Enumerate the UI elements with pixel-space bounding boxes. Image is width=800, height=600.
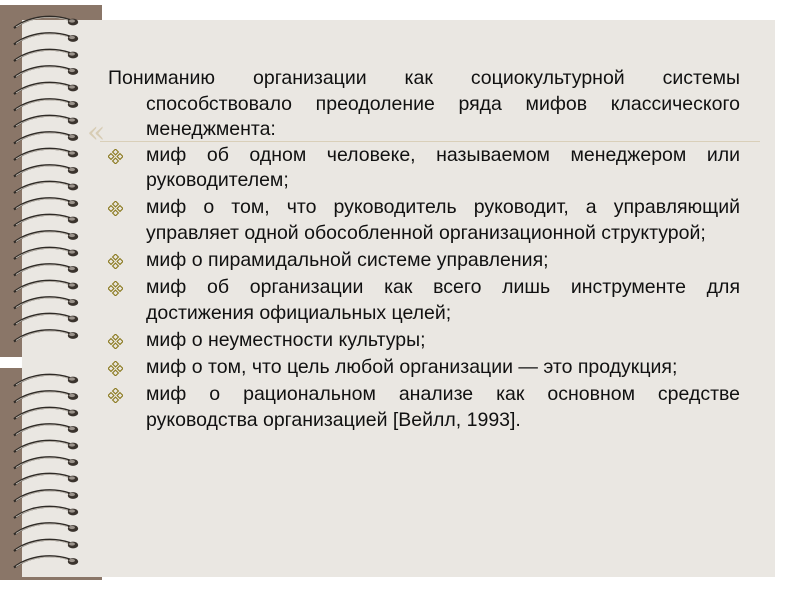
list-item [108, 355, 740, 381]
binding-hole-highlight [69, 427, 75, 430]
binding-hole-highlight [69, 526, 75, 529]
intro-paragraph: Пониманию организации как социокультурной системы способствовало преодоление ряда мифов классического менеджмента: [108, 67, 740, 141]
list-item-text: миф о рациональном анализе как основном средстве руководства организацией [Вейлл, 1993]. [146, 383, 740, 431]
binding-hole-highlight [69, 443, 75, 446]
spiral-binding-rings [0, 0, 100, 600]
binding-hole-highlight [69, 410, 75, 413]
binding-hole-highlight [69, 476, 75, 479]
list-item [108, 195, 740, 246]
list-item [108, 382, 740, 433]
binding-hole-highlight [69, 267, 75, 270]
binding-hole-highlight [69, 283, 75, 286]
list-item-text: миф о том, что руководитель руководит, а управляющий управляет одной обособленной организационной структурой; [146, 196, 740, 245]
binding-hole-highlight [69, 69, 75, 72]
binding-hole-highlight [69, 201, 75, 204]
binding-hole-highlight [69, 234, 75, 237]
list-item [108, 275, 740, 326]
four-diamond-bullet-icon [108, 254, 123, 269]
binding-hole-highlight [69, 509, 75, 512]
binding-hole-highlight [69, 559, 75, 562]
binding-hole-highlight [69, 184, 75, 187]
list-item-text: миф о неуместности культуры; [146, 328, 426, 351]
binding-hole-highlight [69, 151, 75, 154]
list-item [108, 328, 740, 354]
binding-hole-highlight [69, 316, 75, 319]
binding-hole-highlight [69, 19, 75, 22]
four-diamond-bullet-icon [108, 388, 123, 403]
binding-hole-highlight [69, 168, 75, 171]
binding-hole-highlight [69, 135, 75, 138]
list-item [108, 248, 740, 274]
list-item-text: миф об организации как всего лишь инструменте для достижения официальных целей; [146, 276, 740, 324]
four-diamond-bullet-icon [108, 281, 123, 296]
binding-hole-highlight [69, 36, 75, 39]
binding-hole-highlight [69, 118, 75, 121]
four-diamond-bullet-icon [108, 149, 123, 164]
four-diamond-bullet-icon [108, 201, 123, 216]
binding-hole-highlight [69, 377, 75, 380]
myths-list [108, 143, 740, 434]
binding-hole-highlight [69, 493, 75, 496]
list-item-text: миф об одном человеке, называемом менеджером или руководителем; [146, 143, 740, 192]
binding-hole-highlight [69, 250, 75, 253]
slide-content [108, 66, 740, 435]
binding-hole-highlight [69, 52, 75, 55]
list-item-text: миф о пирамидальной системе управления; [146, 249, 549, 272]
binding-hole-highlight [69, 102, 75, 105]
list-item [108, 143, 740, 194]
four-diamond-bullet-icon [108, 361, 123, 376]
binding-hole-highlight [69, 217, 75, 220]
binding-hole-highlight [69, 300, 75, 303]
list-item-text: миф о том, что цель любой организации — это продукция; [146, 356, 678, 379]
four-diamond-bullet-icon [108, 334, 123, 349]
binding-hole-highlight [69, 460, 75, 463]
binding-hole-highlight [69, 542, 75, 545]
binding-hole-highlight [69, 333, 75, 336]
binding-hole-highlight [69, 394, 75, 397]
binding-hole-highlight [69, 85, 75, 88]
quote-mark-icon: « [87, 115, 106, 150]
